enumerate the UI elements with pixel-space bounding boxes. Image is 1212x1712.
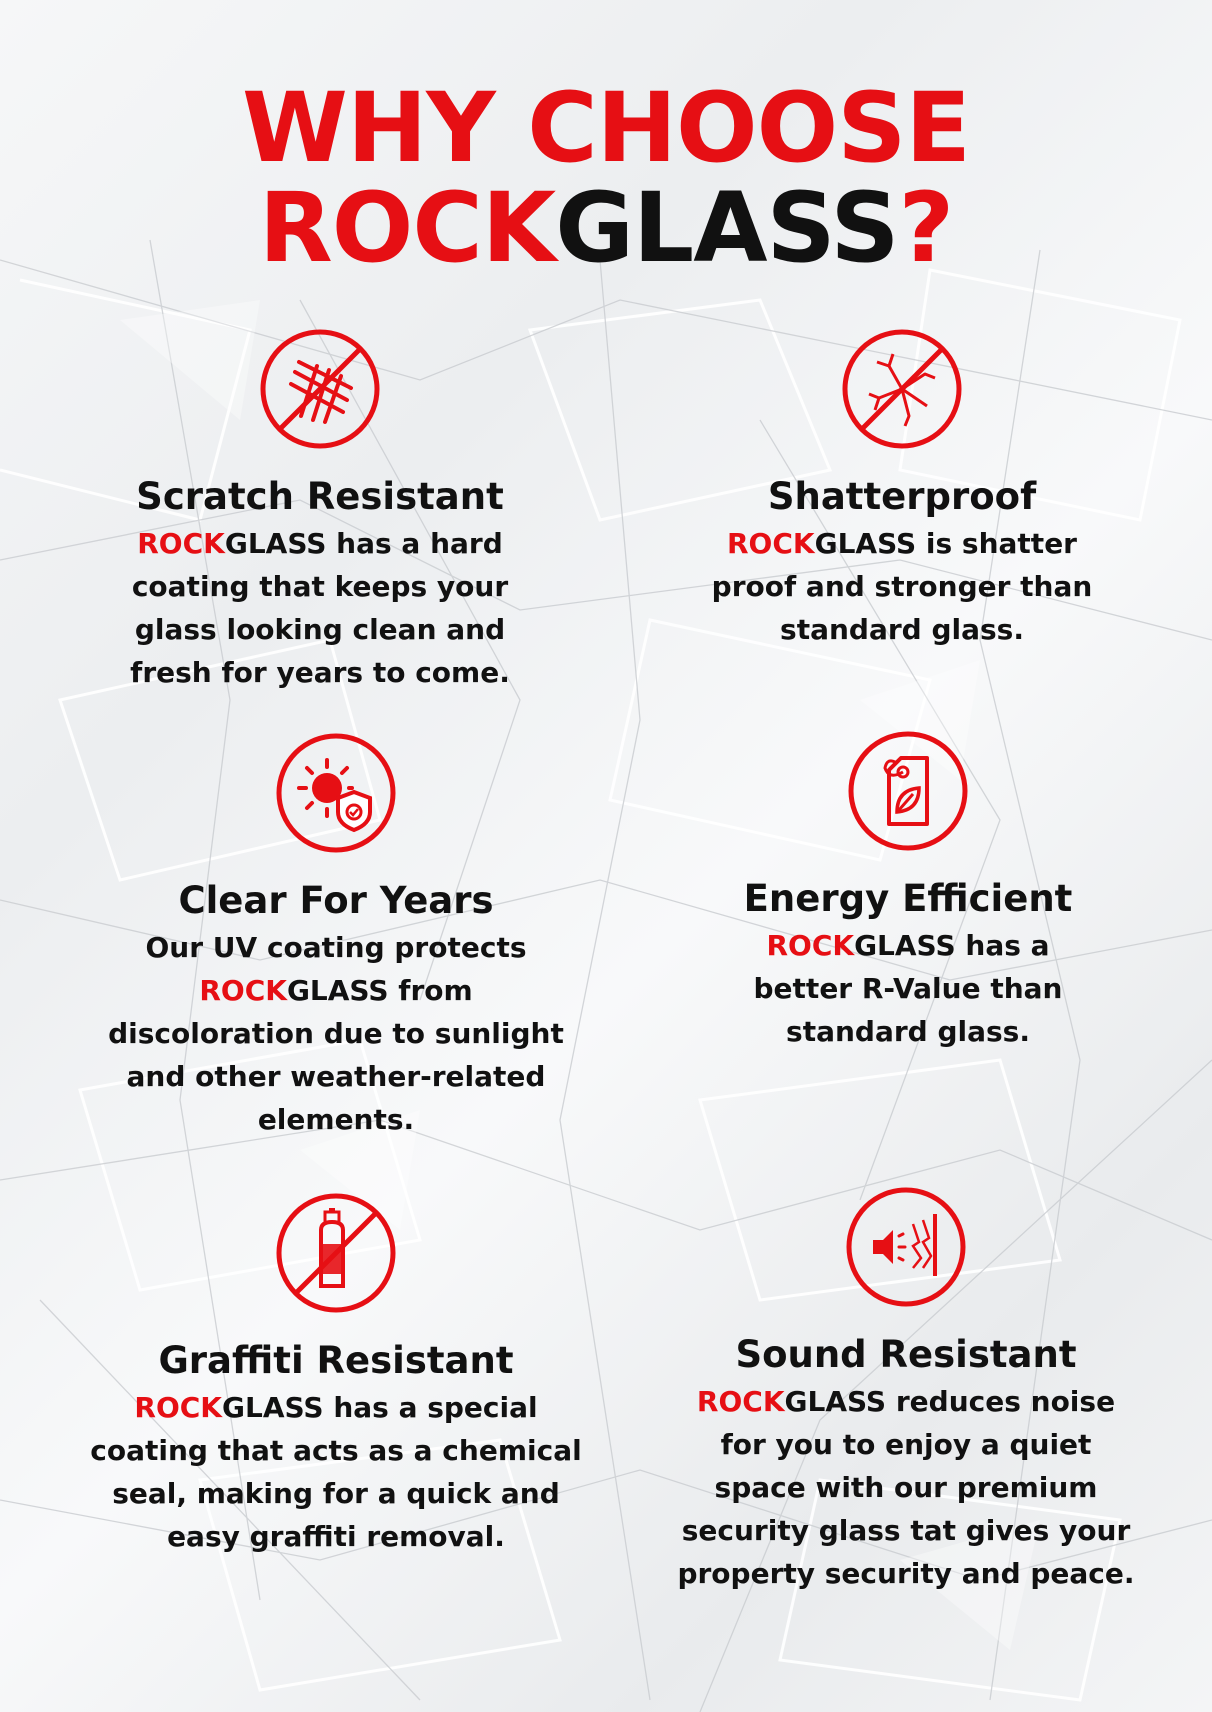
description-text: has a better R-Value than standard glass. (753, 929, 1063, 1048)
scratch-icon (257, 326, 383, 452)
spray-can-icon (273, 1190, 399, 1316)
title-rock: ROCK (258, 172, 556, 284)
feature-title: Scratch Resistant (136, 475, 504, 518)
description-text: has a hard coating that keeps your glass looking clean and fresh for years to come. (130, 527, 510, 689)
feature-title: Shatterproof (767, 475, 1037, 518)
description-prefix: Our UV coating protects (145, 931, 527, 964)
page-title (0, 72, 1212, 284)
sound-barrier-icon (843, 1184, 969, 1310)
brand-rock: ROCK (137, 527, 225, 560)
feature-title: Energy Efficient (743, 877, 1073, 920)
brand-glass: GLASS (222, 1391, 324, 1424)
title-choose: CHOOSE (527, 72, 970, 184)
brand-glass: GLASS (814, 527, 917, 560)
brand-rock: ROCK (134, 1391, 222, 1424)
feature-description (106, 926, 566, 1141)
title-question-mark: ? (898, 172, 954, 284)
title-glass: GLASS (555, 172, 899, 284)
feature-description (743, 924, 1073, 1053)
crack-icon (839, 326, 965, 452)
brand-glass: GLASS (286, 974, 389, 1007)
feature-description (702, 522, 1102, 651)
feature-title: Clear For Years (178, 879, 494, 922)
feature-clear-for-years (56, 730, 616, 1141)
description-text: has a special coating that acts as a chemical seal, making for a quick and easy graffiti removal. (90, 1391, 582, 1553)
feature-title: Graffiti Resistant (158, 1339, 514, 1382)
feature-graffiti-resistant (56, 1190, 616, 1558)
title-why: WHY (242, 72, 528, 184)
feature-shatterproof (622, 326, 1182, 651)
eco-tag-icon (845, 728, 971, 854)
feature-energy-efficient (628, 728, 1188, 1053)
feature-description (110, 522, 530, 694)
feature-title: Sound Resistant (735, 1333, 1077, 1376)
brand-rock: ROCK (199, 974, 287, 1007)
feature-description (81, 1386, 591, 1558)
description-text: is shatter proof and stronger than standard glass. (711, 527, 1093, 646)
feature-scratch-resistant (40, 326, 600, 694)
brand-glass: GLASS (854, 929, 956, 962)
description-text: from discoloration due to sunlight and other weather-related elements. (108, 974, 564, 1136)
feature-description (671, 1380, 1141, 1595)
brand-rock: ROCK (696, 1385, 785, 1418)
sun-shield-icon (273, 730, 399, 856)
brand-rock: ROCK (726, 527, 815, 560)
feature-sound-resistant (626, 1184, 1186, 1595)
description-text: reduces noise for you to enjoy a quiet space with our premium security glass tat gives your property security and peace. (677, 1385, 1135, 1590)
brand-glass: GLASS (784, 1385, 887, 1418)
brand-rock: ROCK (766, 929, 855, 962)
brand-glass: GLASS (224, 527, 327, 560)
